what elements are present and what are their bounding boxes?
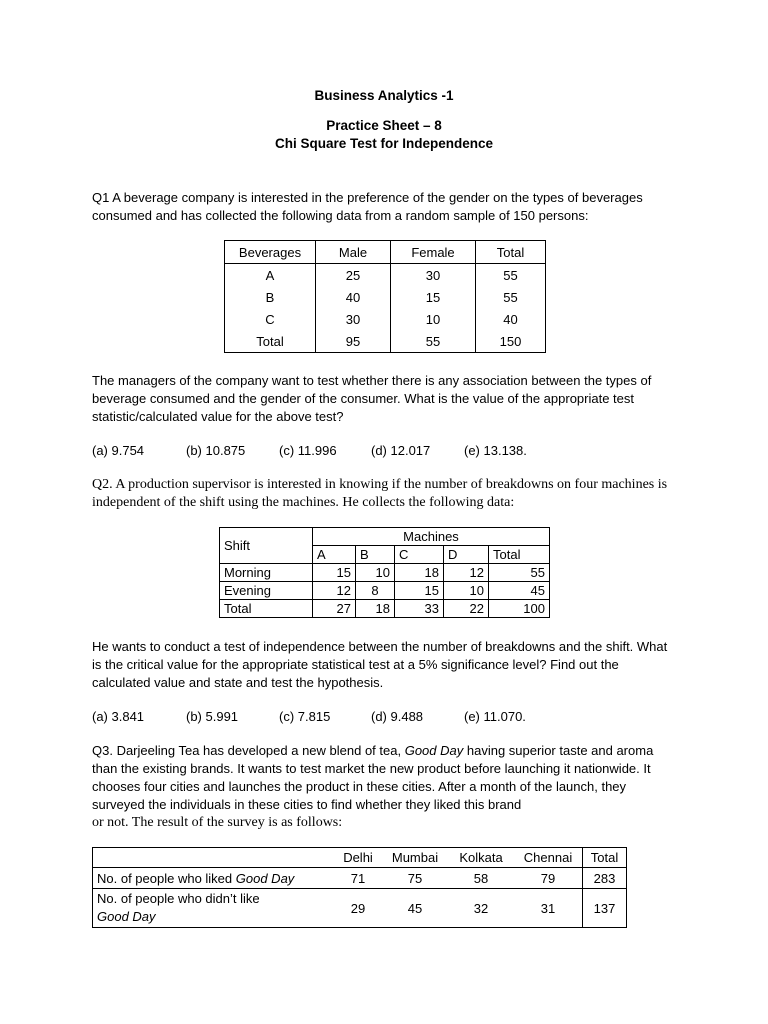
table-row: [225, 330, 546, 353]
table-row: [220, 528, 550, 546]
option: (d) 9.488: [371, 709, 424, 724]
table-cell: D: [444, 546, 489, 564]
table-cell: 58: [448, 868, 514, 889]
table-cell: 55: [476, 286, 546, 308]
table-cell: Total: [583, 848, 627, 868]
table-row: [93, 868, 627, 889]
table-cell: 10: [444, 582, 489, 600]
q1-text: Q1 A beverage company is interested in the preference of the gender on the types of beverages consumed and has collected the following data from a random sample of 150 persons:: [92, 190, 643, 223]
option: (d) 12.017: [371, 443, 431, 458]
table-cell: 31: [514, 889, 583, 928]
table-cell: 32: [448, 889, 514, 928]
q2-text: Q2. A production supervisor is interested in knowing if the number of breakdowns on four machines is independent of the shift using the machines. He collects the following data:: [92, 477, 668, 510]
row-label: [93, 889, 335, 928]
machines-header: Machines: [313, 528, 550, 546]
option: (b) 10.875: [186, 443, 246, 458]
table-row: [225, 308, 546, 330]
table-cell: 18: [356, 600, 395, 618]
table-row: [220, 600, 550, 618]
table-cell: 18: [395, 564, 444, 582]
table-cell: Delhi: [343, 850, 373, 865]
sheet-title: Practice Sheet – 8: [326, 118, 442, 133]
table-cell: 95: [316, 330, 391, 353]
table-cell: 27: [313, 600, 356, 618]
q1-options: [92, 443, 527, 458]
row-label-text: No. of people who liked: [97, 870, 236, 886]
q1-header-cell: Beverages: [225, 241, 316, 264]
table-cell: 15: [391, 286, 476, 308]
table-cell: Evening: [220, 582, 313, 600]
option: (a) 9.754: [92, 443, 145, 458]
q2-question: He wants to conduct a test of independence between the number of breakdowns and the shift. What is the critical value for the appropriate statistical test at a 5% significance level? Find out the calculated value and state and test the hypothesis.: [92, 639, 668, 690]
option: (e) 11.070.: [464, 709, 526, 724]
q1-header-cell: Total: [476, 241, 546, 264]
table-row: [93, 889, 627, 928]
table-cell: B: [265, 289, 275, 305]
table-cell: 55: [391, 330, 476, 353]
topic-title: Chi Square Test for Independence: [274, 136, 494, 151]
table-cell: 10: [391, 308, 476, 330]
table-cell: 15: [313, 564, 356, 582]
q3-brand: Good Day: [404, 743, 464, 758]
table-cell: 15: [395, 582, 444, 600]
row-label-text: No. of people who didn’t like: [97, 891, 260, 906]
option: (c) 7.815: [279, 709, 331, 724]
table-cell: 100: [489, 600, 550, 618]
table-cell: Morning: [220, 564, 313, 582]
table-cell: 12: [444, 564, 489, 582]
table-cell: 150: [476, 330, 546, 353]
table-cell: 33: [395, 600, 444, 618]
q3-table: [92, 847, 627, 928]
row-label-brand: Good Day: [97, 909, 156, 924]
table-cell: 55: [489, 564, 550, 582]
table-cell: 45: [489, 582, 550, 600]
shift-header: Shift: [220, 528, 313, 564]
table-cell: Kolkata: [459, 850, 503, 865]
q1-header-cell: Female: [391, 241, 476, 264]
table-cell: 137: [583, 889, 627, 928]
table-cell: 10: [356, 564, 395, 582]
table-cell: A: [265, 267, 275, 283]
table-cell: 30: [316, 308, 391, 330]
table-cell: 12: [313, 582, 356, 600]
table-cell: 8: [356, 582, 395, 600]
table-cell: 30: [391, 264, 476, 287]
table-cell: Chennai: [523, 850, 573, 865]
option: (b) 5.991: [186, 709, 239, 724]
course-title: Business Analytics -1: [314, 88, 454, 103]
q3-text-end: or not. The result of the survey is as follows:: [92, 815, 343, 830]
option: (a) 3.841: [92, 709, 145, 724]
q3-text-mid: having superior taste and aroma than the existing brands. It wants to test market the new product before launching it nationwide. It chooses four cities and launches the product in these cities. After a month of the launch, they surveyed the individuals in these cities to find whether they liked this brand: [92, 743, 654, 812]
table-row: [225, 264, 546, 287]
table-row: [220, 564, 550, 582]
table-cell: Mumbai: [391, 850, 439, 865]
table-cell: 22: [444, 600, 489, 618]
q2-options: [92, 709, 526, 724]
table-row: [225, 286, 546, 308]
row-label-brand: Good Day: [235, 870, 295, 886]
q3-header-row: [93, 848, 627, 868]
table-cell: 283: [583, 868, 627, 889]
q3-text: [92, 742, 677, 814]
table-cell: 29: [334, 889, 382, 928]
table-cell: 71: [334, 868, 382, 889]
q1-question: The managers of the company want to test whether there is any association between the types of beverage consumed and the gender of the consumer. What is the value of the appropriate test statistic/calculated value for the above test?: [92, 373, 652, 424]
table-cell: Total: [489, 546, 550, 564]
table-cell: 79: [514, 868, 583, 889]
row-label: [93, 868, 335, 889]
table-cell: Total: [220, 600, 313, 618]
table-row: [220, 582, 550, 600]
q3-text-start: Q3. Darjeeling Tea has developed a new blend of tea,: [92, 743, 405, 758]
table-cell: Total: [256, 333, 284, 349]
option: (c) 11.996: [279, 443, 337, 458]
q1-table-header: [225, 241, 546, 264]
table-cell: A: [313, 546, 356, 564]
option: (e) 13.138.: [464, 443, 527, 458]
table-cell: C: [395, 546, 444, 564]
table-cell: 25: [316, 264, 391, 287]
table-cell: 45: [382, 889, 448, 928]
table-cell: 40: [316, 286, 391, 308]
table-cell: 40: [476, 308, 546, 330]
table-cell: 55: [476, 264, 546, 287]
q1-header-cell: Male: [316, 241, 391, 264]
q2-table: [219, 527, 550, 618]
table-cell: 75: [382, 868, 448, 889]
table-cell: C: [265, 311, 275, 327]
q1-table: [224, 240, 546, 353]
table-cell: B: [356, 546, 395, 564]
